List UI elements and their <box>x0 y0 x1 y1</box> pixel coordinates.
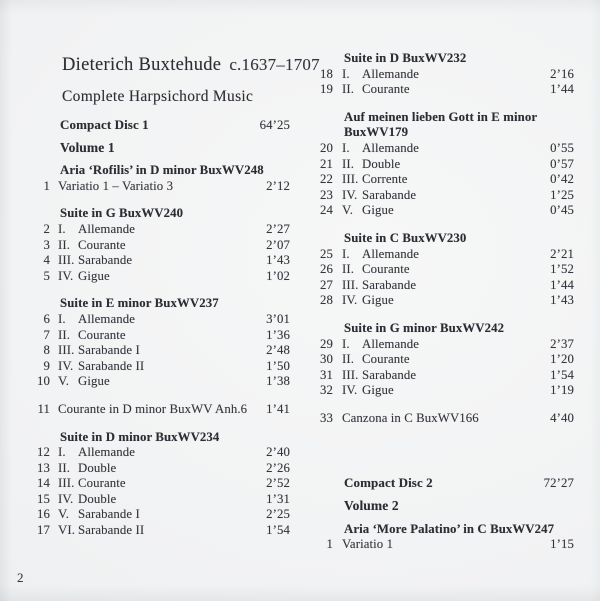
movement-numeral: III. <box>58 476 75 491</box>
track-row <box>32 507 290 523</box>
track-time: 0’45 <box>550 203 574 218</box>
work-title: Aria ‘Rofilis’ in D minor BuxWV248 <box>60 163 264 178</box>
work-title: Suite in G BuxWV240 <box>60 206 184 221</box>
movement-numeral: V. <box>58 374 69 389</box>
track-title: Courante <box>362 262 410 277</box>
track-row <box>32 269 290 285</box>
track-title: Sarabande <box>78 253 133 268</box>
movement-numeral: II. <box>58 237 71 252</box>
track-title: Sarabande II <box>78 358 145 373</box>
track-title: Courante <box>362 82 410 97</box>
movement-numeral: I. <box>342 140 350 155</box>
track-row <box>32 402 290 418</box>
track-title: Allemande <box>362 140 420 155</box>
track-title: Sarabande <box>362 367 417 382</box>
movement-numeral: I. <box>342 336 350 351</box>
movement-numeral: I. <box>58 445 66 460</box>
track-time: 1’52 <box>550 262 574 277</box>
track-time: 1’54 <box>550 367 574 382</box>
track-number: 14 <box>37 476 50 491</box>
track-time: 1’25 <box>550 187 574 202</box>
track-row <box>310 67 574 83</box>
track-number: 13 <box>37 460 50 475</box>
track-number: 25 <box>320 246 333 261</box>
work-section <box>310 231 574 309</box>
track-time: 2’07 <box>266 237 290 252</box>
track-number: 33 <box>320 410 333 425</box>
track-number: 21 <box>320 156 333 171</box>
track-row <box>32 523 290 539</box>
movement-numeral: IV. <box>342 187 358 202</box>
track-number: 16 <box>37 507 50 522</box>
track-time: 3’01 <box>266 311 290 326</box>
movement-numeral: III. <box>342 277 359 292</box>
track-title: Canzona in C BuxWV166 <box>342 410 479 425</box>
track-title: Courante <box>78 327 126 342</box>
track-row <box>310 188 574 204</box>
disc-label: Compact Disc 1 <box>60 117 149 132</box>
movement-numeral: IV. <box>58 268 74 283</box>
track-time: 1’43 <box>550 293 574 308</box>
movement-numeral: I. <box>342 246 350 261</box>
track-title: Courante in D minor BuxWV Anh.6 <box>58 401 248 416</box>
track-time: 4’40 <box>550 410 574 425</box>
track-row <box>32 461 290 477</box>
track-time: 1’41 <box>266 401 290 416</box>
track-time: 1’15 <box>550 537 574 552</box>
track-time: 2’21 <box>550 246 574 261</box>
track-number: 22 <box>320 172 333 187</box>
track-number: 12 <box>37 445 50 460</box>
track-title: Allemande <box>78 311 136 326</box>
track-title: Courante <box>362 352 410 367</box>
tracklist-column-left <box>32 117 290 539</box>
track-title: Courante <box>78 476 126 491</box>
volume-label: Volume 2 <box>344 498 399 514</box>
track-title: Sarabande I <box>78 507 140 522</box>
work-title: Auf meinen lieben Gott in E minor <box>344 109 538 124</box>
track-title: Allemande <box>78 445 136 460</box>
tracklist-column-right <box>310 51 574 553</box>
track-number: 4 <box>43 253 50 268</box>
track-number: 17 <box>37 523 50 538</box>
track-number: 28 <box>320 293 333 308</box>
track-number: 26 <box>320 262 333 277</box>
track-row <box>310 82 574 98</box>
track-number: 30 <box>320 352 333 367</box>
track-number: 2 <box>43 221 50 236</box>
page-header <box>62 54 320 106</box>
movement-numeral: IV. <box>58 491 74 506</box>
track-time: 1’20 <box>550 352 574 367</box>
track-time: 2’52 <box>266 476 290 491</box>
work-title: Suite in D BuxWV232 <box>344 51 467 65</box>
track-number: 18 <box>320 66 333 81</box>
work-section <box>310 321 574 399</box>
work-section <box>32 296 290 390</box>
movement-numeral: II. <box>58 460 71 475</box>
movement-numeral: III. <box>342 367 359 382</box>
track-title: Variatio 1 – Variatio 3 <box>58 178 174 193</box>
work-title: Suite in D minor BuxWV234 <box>60 429 220 444</box>
disc-duration: 72’27 <box>543 476 574 491</box>
movement-numeral: II. <box>342 352 355 367</box>
track-row <box>32 179 290 195</box>
movement-numeral: IV. <box>342 293 358 308</box>
track-row <box>310 383 574 399</box>
composer-dates: c.1637–1707 <box>229 55 320 74</box>
track-number: 15 <box>37 491 50 506</box>
track-title: Allemande <box>362 66 420 81</box>
work-section <box>32 163 290 194</box>
track-title: Gigue <box>78 374 110 389</box>
track-time: 0’57 <box>550 156 574 171</box>
track-title: Allemande <box>362 246 420 261</box>
track-number: 23 <box>320 187 333 202</box>
track-number: 10 <box>37 374 50 389</box>
track-time: 1’31 <box>266 491 290 506</box>
track-number: 11 <box>37 401 50 416</box>
track-time: 1’50 <box>266 358 290 373</box>
movement-numeral: IV. <box>342 383 358 398</box>
track-time: 1’43 <box>266 253 290 268</box>
track-time: 2’25 <box>266 507 290 522</box>
track-title: Courante <box>78 237 126 252</box>
track-time: 1’44 <box>550 82 574 97</box>
work-section <box>32 206 290 284</box>
track-title: Allemande <box>362 336 420 351</box>
work-title: Suite in E minor BuxWV237 <box>60 296 219 311</box>
track-row <box>32 374 290 390</box>
work-section <box>310 411 574 427</box>
track-row <box>310 278 574 294</box>
movement-numeral: III. <box>58 253 75 268</box>
movement-numeral: III. <box>342 172 359 187</box>
track-row <box>32 445 290 461</box>
volume-heading <box>310 498 574 514</box>
track-row <box>310 368 574 384</box>
track-number: 7 <box>43 327 50 342</box>
track-title: Double <box>78 460 117 475</box>
track-title: Double <box>78 491 117 506</box>
track-number: 6 <box>43 311 50 326</box>
track-time: 2’12 <box>266 178 290 193</box>
work-section <box>310 522 574 553</box>
work-title: Suite in G minor BuxWV242 <box>344 320 505 335</box>
track-title: Gigue <box>362 293 394 308</box>
track-title: Sarabande I <box>78 343 140 358</box>
track-row <box>310 157 574 173</box>
track-number: 24 <box>320 203 333 218</box>
movement-numeral: II. <box>342 82 355 97</box>
track-title: Gigue <box>78 268 110 283</box>
track-time: 1’44 <box>550 277 574 292</box>
work-section <box>32 430 290 539</box>
track-row <box>310 293 574 309</box>
track-row <box>32 238 290 254</box>
track-number: 1 <box>43 178 50 193</box>
track-time: 2’48 <box>266 343 290 358</box>
track-time: 2’37 <box>550 336 574 351</box>
track-row <box>32 492 290 508</box>
track-row <box>310 537 574 553</box>
movement-numeral: I. <box>342 66 350 81</box>
track-row <box>310 247 574 263</box>
movement-numeral: V. <box>342 203 353 218</box>
work-section <box>32 402 290 418</box>
track-row <box>310 411 574 427</box>
track-title: Corrente <box>362 172 408 187</box>
work-title: BuxWV179 <box>344 125 409 140</box>
track-row <box>310 203 574 219</box>
track-title: Gigue <box>362 203 394 218</box>
page-number: 2 <box>17 570 24 585</box>
track-time: 1’54 <box>266 523 290 538</box>
composer-line <box>62 54 320 77</box>
track-number: 19 <box>320 82 333 97</box>
track-time: 0’42 <box>550 172 574 187</box>
work-section <box>310 110 574 219</box>
track-time: 2’40 <box>266 445 290 460</box>
album-title: Complete Harpsichord Music <box>62 88 254 105</box>
track-row <box>310 172 574 188</box>
movement-numeral: III. <box>58 343 75 358</box>
movement-numeral: I. <box>58 311 66 326</box>
track-title: Variatio 1 <box>342 537 394 552</box>
disc-summary <box>310 475 574 492</box>
track-title: Allemande <box>78 221 136 236</box>
track-title: Sarabande <box>362 277 417 292</box>
track-number: 32 <box>320 383 333 398</box>
disc-duration: 64’25 <box>259 118 290 132</box>
track-row <box>32 312 290 328</box>
composer-name: Dieterich Buxtehude <box>62 55 222 75</box>
work-section <box>310 51 574 98</box>
movement-numeral: V. <box>58 507 69 522</box>
track-number: 31 <box>320 367 333 382</box>
movement-numeral: VI. <box>58 523 76 538</box>
track-time: 2’16 <box>550 66 574 81</box>
track-time: 2’26 <box>266 460 290 475</box>
track-number: 20 <box>320 140 333 155</box>
track-number: 1 <box>326 537 333 552</box>
track-title: Sarabande <box>362 187 417 202</box>
movement-numeral: I. <box>58 221 66 236</box>
track-row <box>310 141 574 157</box>
track-number: 9 <box>43 358 50 373</box>
work-title: Aria ‘More Palatino’ in C BuxWV247 <box>344 521 555 536</box>
track-row <box>32 253 290 269</box>
volume-label: Volume 1 <box>60 139 115 155</box>
track-number: 5 <box>43 268 50 283</box>
track-row <box>32 359 290 375</box>
movement-numeral: IV. <box>58 358 74 373</box>
track-row <box>32 222 290 238</box>
volume-heading <box>32 140 290 156</box>
track-title: Sarabande II <box>78 523 145 538</box>
track-row <box>32 343 290 359</box>
track-row <box>310 352 574 368</box>
disc-summary <box>32 117 290 134</box>
track-number: 3 <box>43 237 50 252</box>
movement-numeral: II. <box>58 327 71 342</box>
track-time: 1’36 <box>266 327 290 342</box>
track-row <box>32 328 290 344</box>
track-time: 1’38 <box>266 374 290 389</box>
track-time: 2’27 <box>266 221 290 236</box>
track-time: 1’19 <box>550 383 574 398</box>
movement-numeral: II. <box>342 262 355 277</box>
disc-label: Compact Disc 2 <box>344 475 433 491</box>
work-title: Suite in C BuxWV230 <box>344 230 467 245</box>
movement-numeral: II. <box>342 156 355 171</box>
track-number: 8 <box>43 343 50 358</box>
track-number: 29 <box>320 336 333 351</box>
track-time: 0’55 <box>550 140 574 155</box>
track-number: 27 <box>320 277 333 292</box>
track-row <box>32 476 290 492</box>
track-title: Gigue <box>362 383 394 398</box>
track-row <box>310 262 574 278</box>
track-time: 1’02 <box>266 268 290 283</box>
track-row <box>310 337 574 353</box>
track-title: Double <box>362 156 401 171</box>
